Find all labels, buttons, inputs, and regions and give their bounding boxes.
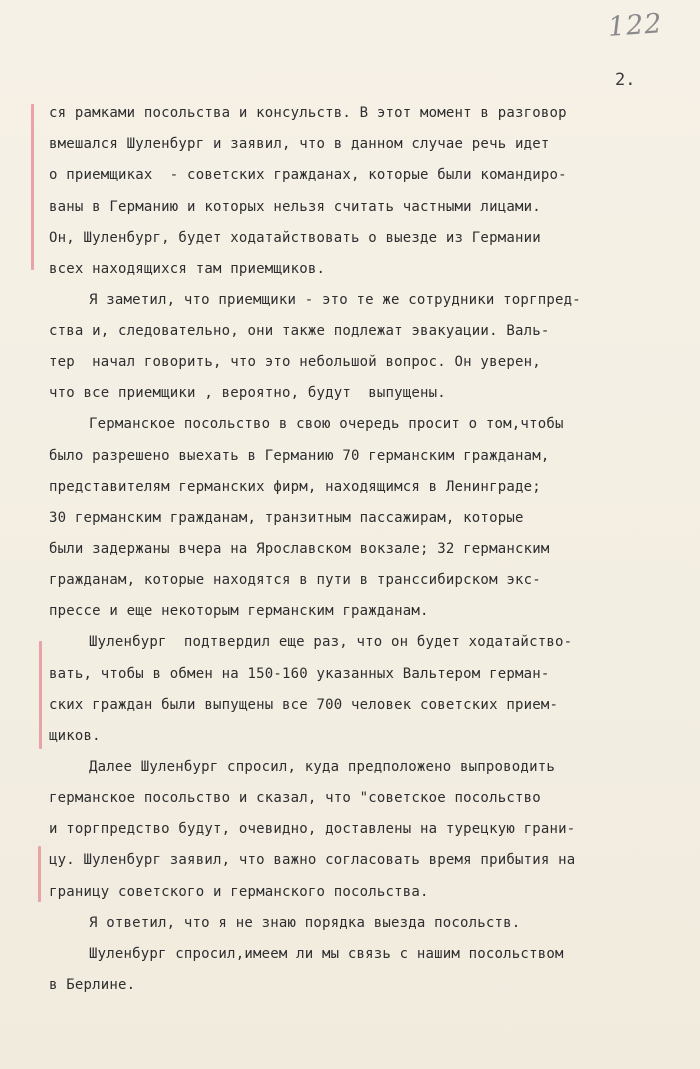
text-line: всех находящихся там приемщиков. [49, 261, 326, 277]
text-line: Я заметил, что приемщики - это те же сотрудники торгпред- [89, 292, 581, 308]
text-line: Я ответил, что я не знаю порядка выезда посольств. [89, 915, 521, 931]
text-line: границу советского и германского посольства. [49, 884, 429, 900]
text-line: ских граждан были выпущены все 700 человек советских прием- [49, 697, 559, 713]
text-line: ства и, следовательно, они также подлежат эвакуации. Валь- [49, 323, 550, 339]
margin-mark [39, 641, 42, 749]
text-line: вмешался Шуленбург и заявил, что в данном случае речь идет [49, 136, 550, 152]
text-line: ваны в Германию и которых нельзя считать частными лицами. [49, 199, 541, 215]
margin-mark [31, 104, 34, 270]
text-line: и торгпредство будут, очевидно, доставлены на турецкую грани- [49, 821, 576, 837]
text-line: ся рамками посольства и консульств. В этот момент в разговор [49, 105, 567, 121]
margin-mark [38, 846, 41, 902]
text-line: гражданам, которые находятся в пути в транссибирском экс- [49, 572, 541, 588]
text-line: Шуленбург спросил,имеем ли мы связь с нашим посольством [89, 946, 564, 962]
text-line: прессе и еще некоторым германским гражданам. [49, 603, 429, 619]
text-line: о приемщиках - советских гражданах, которые были командиро- [49, 167, 567, 183]
archive-page-number: 122 [606, 8, 664, 43]
text-line: щиков. [49, 728, 101, 744]
text-line: Шуленбург подтвердил еще раз, что он будет ходатайство- [89, 634, 573, 650]
text-line: 30 германским гражданам, транзитным пассажирам, которые [49, 510, 524, 526]
text-line: Германское посольство в свою очередь просит о том,чтобы [89, 416, 564, 432]
text-line: германское посольство и сказал, что "советское посольство [49, 790, 541, 806]
text-line: представителям германских фирм, находящимся в Ленинграде; [49, 479, 541, 495]
text-line: Он, Шуленбург, будет ходатайствовать о выезде из Германии [49, 230, 541, 246]
text-line: были задержаны вчера на Ярославском вокзале; 32 германским [49, 541, 550, 557]
text-line: тер начал говорить, что это небольшой вопрос. Он уверен, [49, 354, 541, 370]
text-line: вать, чтобы в обмен на 150-160 указанных Вальтером герман- [49, 666, 550, 682]
text-line: было разрешено выехать в Германию 70 германским гражданам, [49, 448, 550, 464]
text-line: что все приемщики , вероятно, будут выпущены. [49, 385, 446, 401]
page-number: 2. [615, 70, 636, 90]
text-line: Далее Шуленбург спросил, куда предположено выпроводить [89, 759, 555, 775]
text-line: цу. Шуленбург заявил, что важно согласовать время прибытия на [49, 852, 576, 868]
text-line: в Берлине. [49, 977, 136, 993]
